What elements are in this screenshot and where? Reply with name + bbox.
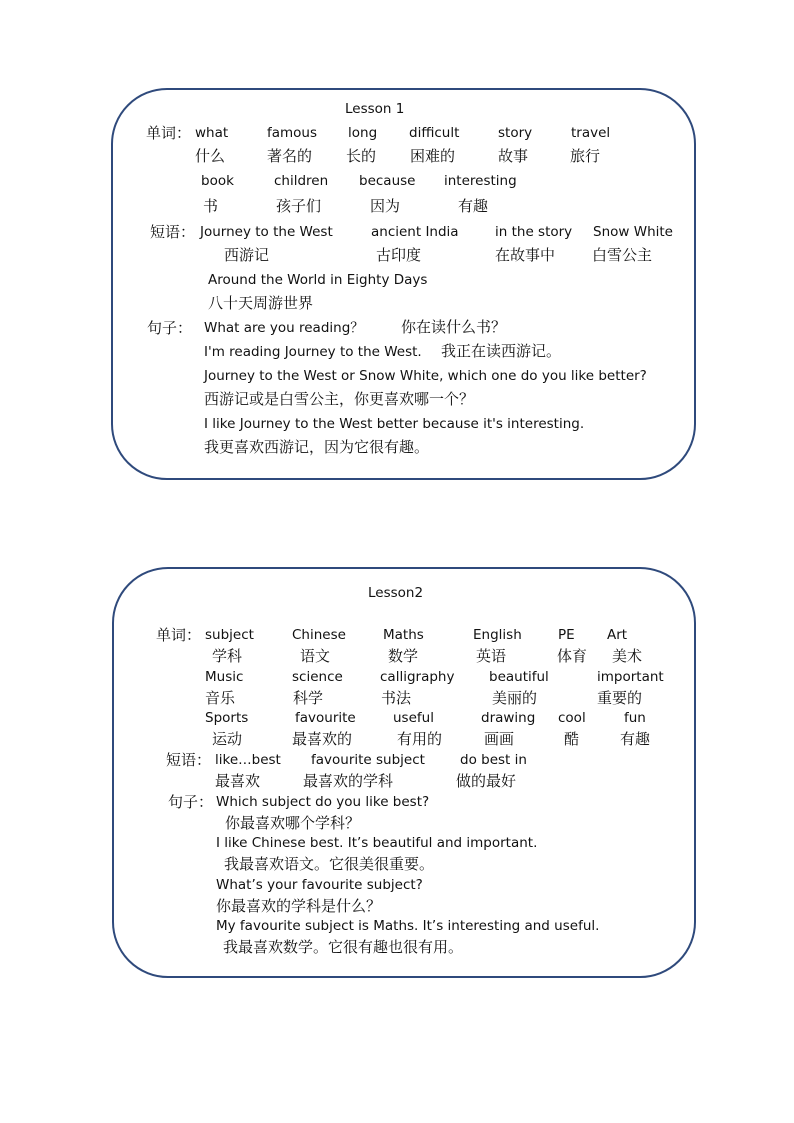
sentence-zh: 你在读什么书？ bbox=[401, 318, 507, 336]
sentence-en: Which subject do you like best? bbox=[216, 794, 430, 810]
word-en: difficult bbox=[409, 125, 460, 141]
word-zh: 有用的 bbox=[397, 730, 443, 748]
word-en: story bbox=[498, 125, 533, 141]
sentence-zh: 我最喜欢语文。它很美很重要。 bbox=[224, 855, 435, 873]
word-en: book bbox=[201, 173, 234, 189]
phrase-en: in the story bbox=[495, 224, 573, 240]
word-en: cool bbox=[558, 710, 586, 726]
lesson2-sentences-label: 句子： bbox=[168, 793, 214, 811]
word-en: science bbox=[292, 669, 343, 685]
lesson1-phrases-label: 短语： bbox=[150, 223, 196, 241]
word-zh: 因为 bbox=[370, 197, 401, 215]
word-en: Sports bbox=[205, 710, 249, 726]
word-en: useful bbox=[393, 710, 434, 726]
word-zh: 书 bbox=[203, 197, 219, 215]
word-en: because bbox=[359, 173, 416, 189]
sentence-en: My favourite subject is Maths. It’s interesting and useful. bbox=[216, 918, 600, 934]
phrase-zh: 白雪公主 bbox=[592, 246, 653, 264]
word-en: Art bbox=[607, 627, 628, 643]
word-en: PE bbox=[558, 627, 575, 643]
phrase-zh: 最喜欢 bbox=[215, 772, 261, 790]
phrase-en: Snow White bbox=[593, 224, 673, 240]
phrase-en: Around the World in Eighty Days bbox=[208, 272, 428, 288]
word-en: fun bbox=[624, 710, 646, 726]
sentence-zh: 我正在读西游记。 bbox=[441, 342, 562, 360]
word-zh: 体育 bbox=[557, 647, 588, 665]
phrase-zh: 最喜欢的学科 bbox=[303, 772, 394, 790]
word-en: subject bbox=[205, 627, 254, 643]
phrase-zh: 八十天周游世界 bbox=[208, 294, 314, 312]
phrase-en: do best in bbox=[460, 752, 527, 768]
sentence-en: Journey to the West or Snow White, which one do you like better? bbox=[204, 368, 647, 384]
word-zh: 音乐 bbox=[205, 689, 236, 707]
word-en: Chinese bbox=[292, 627, 346, 643]
word-zh: 最喜欢的 bbox=[292, 730, 353, 748]
sentence-en: What are you reading？ bbox=[204, 320, 364, 336]
phrase-en: favourite subject bbox=[311, 752, 425, 768]
word-zh: 画画 bbox=[484, 730, 515, 748]
lesson1-sentences-label: 句子： bbox=[147, 319, 193, 337]
word-en: important bbox=[597, 669, 664, 685]
word-zh: 语文 bbox=[300, 647, 331, 665]
sentence-zh: 西游记或是白雪公主，你更喜欢哪一个？ bbox=[204, 390, 475, 408]
lesson2-words-label: 单词： bbox=[156, 626, 202, 644]
word-zh: 什么 bbox=[195, 147, 226, 165]
word-en: Music bbox=[205, 669, 244, 685]
phrase-zh: 做的最好 bbox=[456, 772, 517, 790]
word-zh: 孩子们 bbox=[276, 197, 322, 215]
word-en: Maths bbox=[383, 627, 424, 643]
lesson1-title: Lesson 1 bbox=[345, 101, 405, 117]
word-en: what bbox=[195, 125, 229, 141]
word-en: English bbox=[473, 627, 522, 643]
lesson1-words-label: 单词： bbox=[146, 124, 192, 142]
sentence-zh: 你最喜欢的学科是什么？ bbox=[216, 897, 382, 915]
word-en: long bbox=[348, 125, 378, 141]
sentence-en: I like Journey to the West better because it's interesting. bbox=[204, 416, 585, 432]
sentence-en: I'm reading Journey to the West. bbox=[204, 344, 422, 360]
word-zh: 数学 bbox=[388, 647, 419, 665]
word-en: favourite bbox=[295, 710, 356, 726]
word-zh: 长的 bbox=[346, 147, 377, 165]
word-zh: 旅行 bbox=[570, 147, 601, 165]
word-zh: 有趣 bbox=[458, 197, 489, 215]
word-en: travel bbox=[571, 125, 611, 141]
word-zh: 故事 bbox=[498, 147, 529, 165]
word-zh: 运动 bbox=[212, 730, 243, 748]
word-zh: 有趣 bbox=[620, 730, 651, 748]
phrase-en: like…best bbox=[215, 752, 281, 768]
word-en: drawing bbox=[481, 710, 536, 726]
lesson2-phrases-label: 短语： bbox=[166, 751, 212, 769]
word-en: interesting bbox=[444, 173, 517, 189]
word-en: children bbox=[274, 173, 329, 189]
word-en: calligraphy bbox=[380, 669, 455, 685]
phrase-zh: 古印度 bbox=[376, 246, 422, 264]
word-en: beautiful bbox=[489, 669, 549, 685]
word-zh: 科学 bbox=[293, 689, 324, 707]
phrase-zh: 西游记 bbox=[224, 246, 270, 264]
word-zh: 美术 bbox=[612, 647, 643, 665]
sentence-zh: 我最喜欢数学。它很有趣也很有用。 bbox=[223, 938, 464, 956]
sentence-en: I like Chinese best. It’s beautiful and important. bbox=[216, 835, 538, 851]
word-en: famous bbox=[267, 125, 318, 141]
phrase-en: Journey to the West bbox=[200, 224, 333, 240]
word-zh: 重要的 bbox=[597, 689, 643, 707]
phrase-en: ancient India bbox=[371, 224, 459, 240]
sentence-zh: 我更喜欢西游记，因为它很有趣。 bbox=[204, 438, 430, 456]
word-zh: 英语 bbox=[476, 647, 507, 665]
sentence-zh: 你最喜欢哪个学科？ bbox=[225, 814, 361, 832]
lesson2-title: Lesson2 bbox=[368, 585, 424, 601]
word-zh: 酷 bbox=[564, 730, 580, 748]
word-zh: 困难的 bbox=[410, 147, 456, 165]
word-zh: 书法 bbox=[381, 689, 412, 707]
word-zh: 著名的 bbox=[267, 147, 313, 165]
word-zh: 美丽的 bbox=[492, 689, 538, 707]
sentence-en: What’s your favourite subject? bbox=[216, 877, 423, 893]
phrase-zh: 在故事中 bbox=[495, 246, 556, 264]
word-zh: 学科 bbox=[212, 647, 243, 665]
